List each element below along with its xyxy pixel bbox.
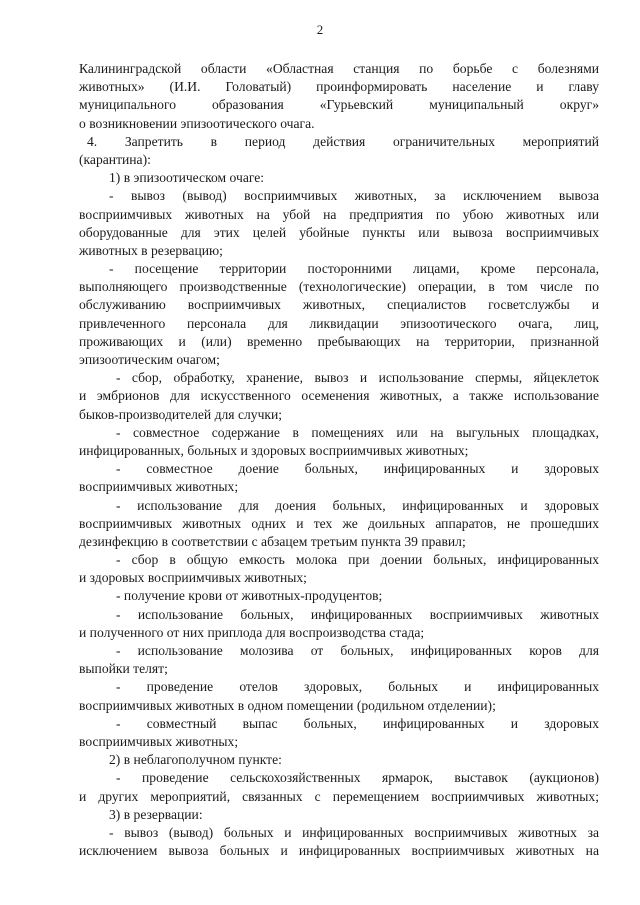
text-line: и других мероприятий, связанных с перемещением восприимчивых животных; — [79, 788, 599, 804]
text-line: - получение крови от животных-продуцентов; — [116, 588, 383, 604]
text-line: - использование молозива от больных, инфицированных коров для — [116, 643, 599, 658]
text-line: быков-производителей для случки; — [79, 406, 283, 422]
text-line: Калининградской области «Областная станция по борьбе с болезнями — [79, 61, 599, 76]
text-line: обслуживанию восприимчивых животных, специалистов госветслужбы и — [79, 297, 599, 313]
text-line: эпизоотическим очагом; — [79, 352, 220, 367]
text-line: инфицированных, больных и здоровых восприимчивых животных; — [79, 442, 469, 458]
text-line: восприимчивых животных одних и тех же доильных аппаратов, не прошедших — [79, 515, 599, 531]
text-line: 1) в эпизоотическом очаге: — [109, 170, 265, 186]
text-line: - вывоз (вывод) больных и инфицированных восприимчивых животных за — [109, 824, 599, 840]
text-line: - совместное доение больных, инфицированных и здоровых — [116, 461, 599, 477]
text-line: - сбор, обработку, хранение, вывоз и использование спермы, яйцеклеток — [116, 370, 599, 386]
text-line: муниципального образования «Гурьевский муниципальный округ» — [79, 97, 599, 113]
text-line: восприимчивых животных; — [79, 733, 239, 749]
page-number: 2 — [316, 22, 324, 37]
text-line: животных в резервацию; — [79, 242, 223, 258]
text-line: животных» (И.И. Головатый) проинформировать население и главу — [79, 79, 599, 95]
text-line: и эмбрионов для искусственного осеменения животных, а также использование — [79, 388, 599, 404]
text-line: 3) в резервации: — [109, 806, 203, 822]
text-line: и полученного от них приплода для воспроизводства стада; — [79, 624, 425, 640]
text-line: оборудованные для этих целей убойные пункты или вывоза восприимчивых — [79, 224, 599, 240]
text-line: - проведение отелов здоровых, больных и инфицированных — [116, 679, 599, 695]
text-line: (карантина): — [79, 151, 151, 167]
text-line: - вывоз (вывод) восприимчивых животных, за исключением вывоза — [109, 188, 599, 204]
text-line: восприимчивых животных в одном помещении (родильном отделении); — [79, 697, 496, 713]
body-text — [79, 60, 599, 860]
text-line: о возникновении эпизоотического очага. — [79, 115, 315, 131]
text-line: - проведение сельскохозяйственных ярмарок, выставок (аукционов) — [116, 770, 599, 786]
text-line: - совместный выпас больных, инфицированных и здоровых — [116, 715, 599, 731]
text-line: - посещение территории посторонними лицами, кроме персонала, — [109, 261, 599, 277]
text-line: - использование больных, инфицированных восприимчивых животных — [116, 606, 599, 622]
text-line: привлеченного персонала для ликвидации эпизоотического очага, лиц, — [79, 315, 599, 331]
text-line: 4. Запретить в период действия ограничительных мероприятий — [87, 133, 599, 149]
text-line: восприимчивых животных; — [79, 479, 239, 495]
text-line: 2) в неблагополучном пункте: — [109, 752, 282, 768]
text-line: - использование для доения больных, инфицированных и здоровых — [116, 497, 599, 513]
text-line: - совместное содержание в помещениях или на выгульных площадках, — [116, 424, 599, 440]
text-line: исключением вывоза больных и инфицированных восприимчивых животных на — [79, 843, 599, 859]
text-line: проживающих и (или) временно пребывающих на территории, признанной — [79, 333, 599, 349]
text-line: выпойки телят; — [79, 661, 168, 677]
text-line: - сбор в общую емкость молока при доении больных, инфицированных — [116, 552, 599, 568]
text-line: восприимчивых животных на убой на предприятия по убою животных или — [79, 206, 599, 222]
text-line: выполняющего производственные (технологические) операции, в том числе по — [79, 279, 599, 295]
text-line: дезинфекцию в соответствии с абзацем третьим пункта 39 правил; — [79, 533, 466, 549]
text-line: и здоровых восприимчивых животных; — [79, 570, 307, 586]
